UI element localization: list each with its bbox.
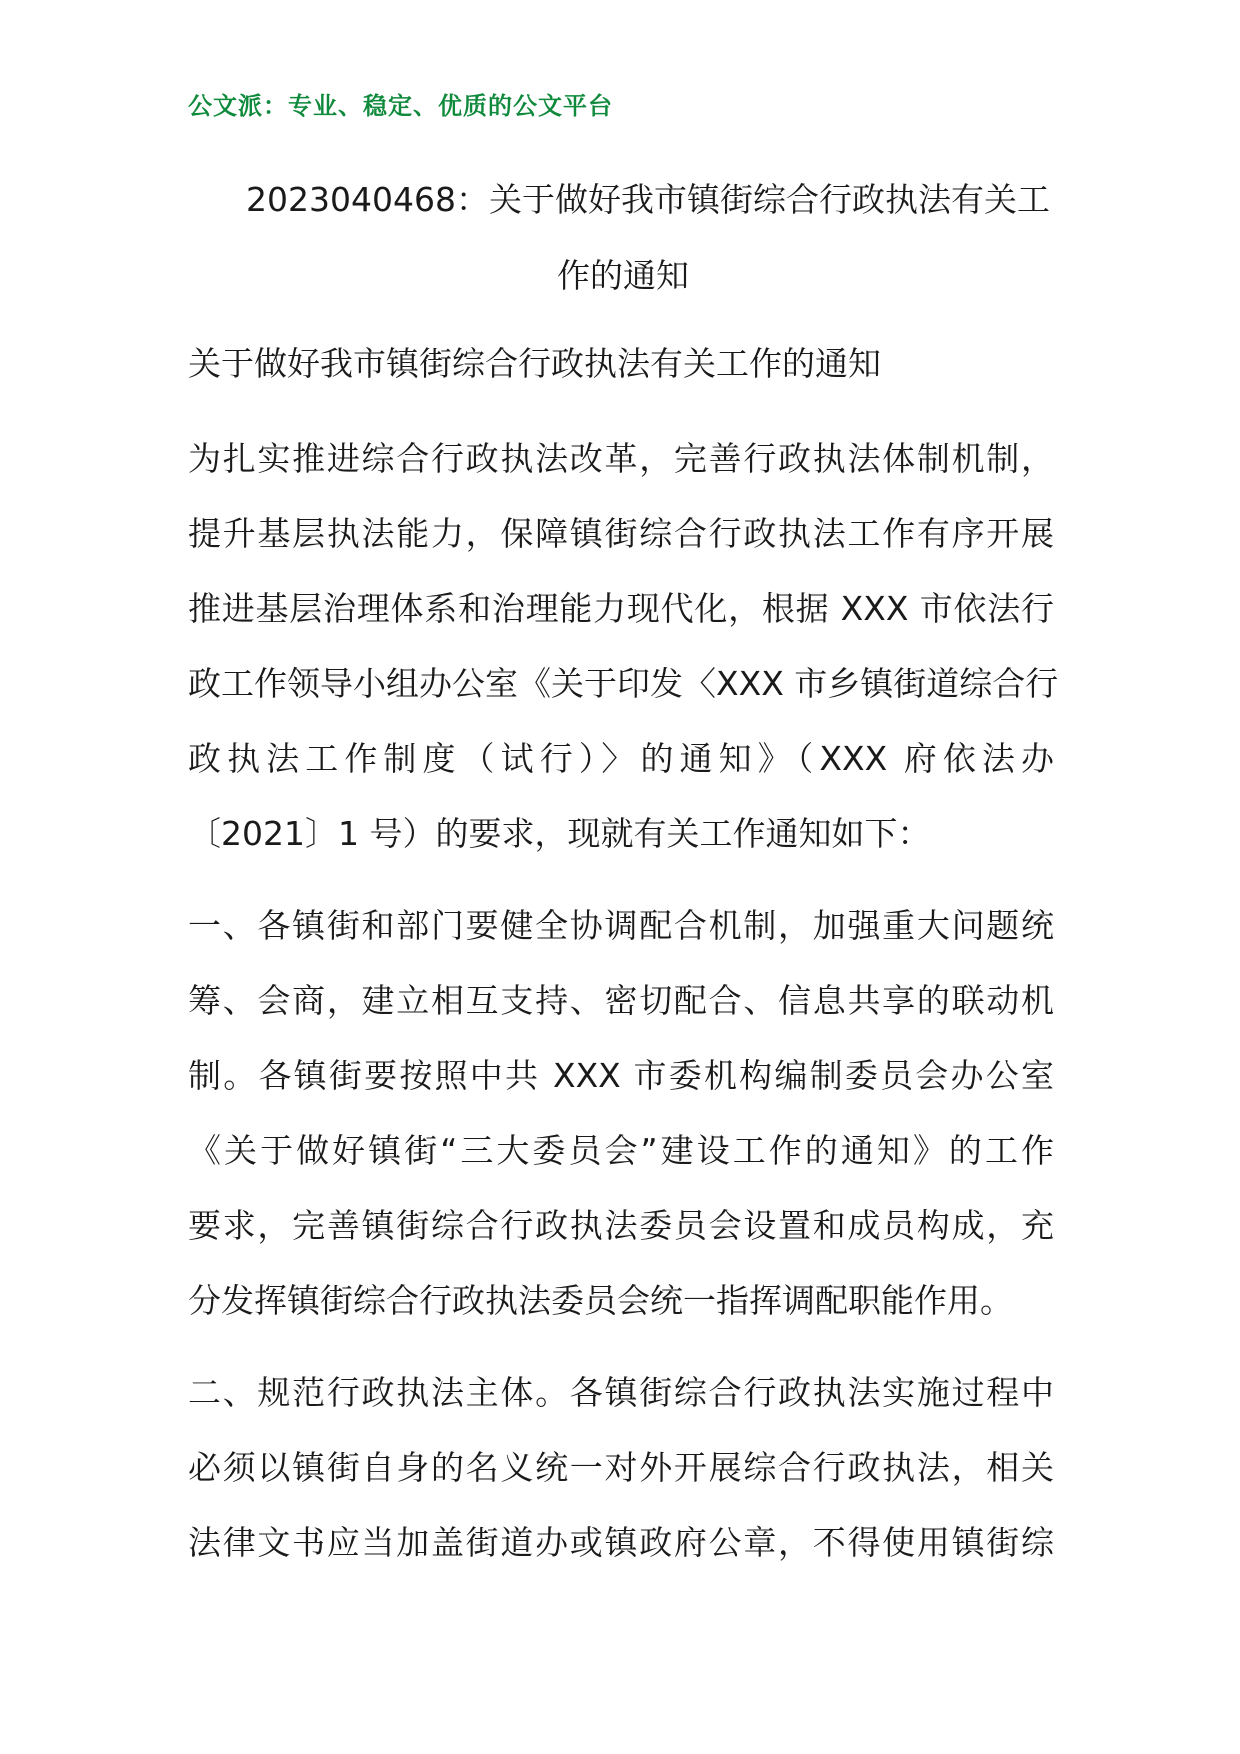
paragraph-line: 推进基层治理体系和治理能力现代化，根据 XXX 市依法行 — [188, 589, 1054, 628]
paragraph-line: 政执法工作制度（试行）〉的通知》（XXX 府依法办 — [188, 739, 1054, 778]
paragraph-line: 二、规范行政执法主体。各镇街综合行政执法实施过程中 — [188, 1373, 1054, 1412]
paragraph-line: 《关于做好镇街“三大委员会”建设工作的通知》的工作 — [188, 1131, 1054, 1170]
title-line-1: 2023040468：关于做好我市镇街综合行政执法有关工 — [246, 180, 1050, 219]
paragraph-line: 政工作领导小组办公室《关于印发〈XXX 市乡镇街道综合行 — [188, 664, 1059, 703]
subtitle-line: 关于做好我市镇街综合行政执法有关工作的通知 — [188, 344, 881, 383]
paragraph-line: 法律文书应当加盖街道办或镇政府公章，不得使用镇街综 — [188, 1523, 1054, 1562]
paragraph-line: 一、各镇街和部门要健全协调配合机制，加强重大问题统 — [188, 906, 1054, 945]
paragraph-line: 为扎实推进综合行政执法改革，完善行政执法体制机制， — [188, 439, 1054, 478]
paragraph-line: 分发挥镇街综合行政执法委员会统一指挥调配职能作用。 — [188, 1281, 1013, 1320]
paragraph-line: 要求，完善镇街综合行政执法委员会设置和成员构成，充 — [188, 1206, 1054, 1245]
paragraph-section-1 — [188, 888, 1054, 1338]
paragraph-intro — [188, 421, 1059, 871]
notice-subtitle — [188, 326, 1054, 401]
paragraph-line: 提升基层执法能力，保障镇街综合行政执法工作有序开展 — [188, 514, 1054, 553]
paragraph-section-2 — [188, 1355, 1054, 1580]
document-title — [188, 162, 1058, 314]
paragraph-line: 必须以镇街自身的名义统一对外开展综合行政执法，相关 — [188, 1448, 1054, 1487]
paragraph-line: 制。各镇街要按照中共 XXX 市委机构编制委员会办公室 — [188, 1056, 1054, 1095]
paragraph-line: 筹、会商，建立相互支持、密切配合、信息共享的联动机 — [188, 981, 1054, 1020]
platform-header: 公文派：专业、稳定、优质的公文平台 — [188, 92, 613, 120]
title-line-2: 作的通知 — [557, 256, 689, 295]
paragraph-line: 〔2021〕1 号）的要求，现就有关工作通知如下： — [188, 814, 931, 853]
